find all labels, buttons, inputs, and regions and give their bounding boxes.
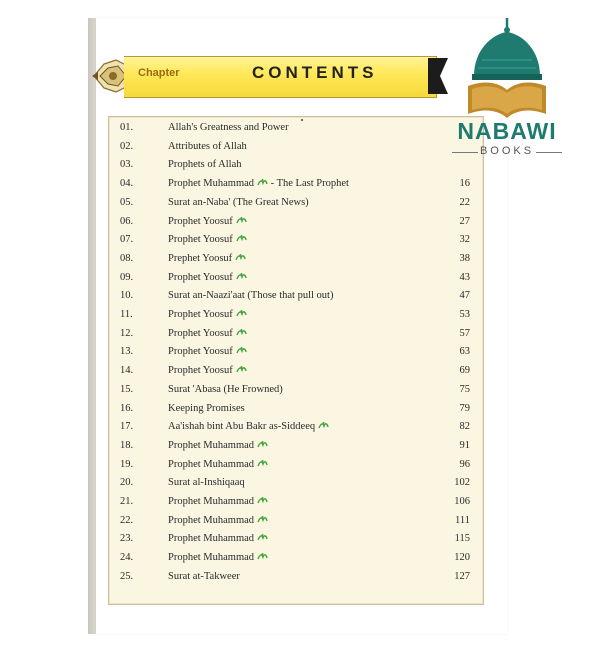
toc-title	[168, 365, 247, 376]
toc-number: 01.	[120, 122, 134, 133]
toc-title-text: Prophet Muhammad	[168, 178, 255, 190]
toc-row	[120, 459, 470, 477]
page-title: CONTENTS	[252, 63, 378, 82]
toc-title	[168, 346, 247, 357]
toc-row	[120, 552, 470, 570]
honorific-calligraphy-icon	[236, 346, 247, 355]
toc-page-number: 102	[454, 477, 470, 489]
toc-number: 25.	[120, 570, 134, 582]
toc-row	[120, 346, 470, 364]
toc-page-number: 32	[459, 234, 470, 246]
toc-row	[120, 122, 470, 140]
toc-title	[168, 178, 349, 189]
toc-number: 07.	[120, 234, 134, 246]
logo-wordmark: NABAWI	[457, 118, 557, 144]
toc-row	[120, 234, 470, 252]
toc-row	[120, 365, 470, 383]
toc-number: 14.	[120, 365, 134, 377]
honorific-calligraphy-icon	[257, 459, 268, 468]
toc-title	[168, 403, 245, 414]
honorific-calligraphy-icon	[236, 234, 247, 243]
toc-row	[120, 496, 470, 514]
toc-page-number: 53	[459, 309, 470, 320]
honorific-calligraphy-icon	[257, 496, 268, 505]
honorific-calligraphy-icon	[236, 216, 247, 225]
print-speck	[301, 119, 303, 121]
toc-title	[168, 515, 268, 526]
toc-page-number: 43	[459, 271, 470, 283]
toc-title	[168, 496, 268, 507]
toc-number: 18.	[120, 439, 134, 451]
toc-row	[120, 141, 470, 159]
toc-page-number: 22	[459, 196, 470, 208]
honorific-calligraphy-icon	[257, 515, 268, 524]
honorific-calligraphy-icon	[257, 440, 268, 449]
toc-page-number: 57	[459, 327, 470, 339]
honorific-calligraphy-icon	[257, 533, 268, 542]
toc-title	[168, 159, 242, 170]
honorific-calligraphy-icon	[318, 421, 329, 430]
toc-page-number: 127	[454, 570, 470, 582]
toc-title-text: Prophet Muhammad	[168, 552, 255, 564]
toc-title	[168, 328, 247, 339]
toc-title	[168, 477, 245, 488]
toc-title	[168, 122, 289, 133]
toc-number: 02.	[120, 140, 134, 152]
toc-title-text: Prophets of Allah	[168, 159, 242, 171]
toc-title-suffix: - The Last Prophet	[268, 178, 349, 190]
toc-number: 03.	[120, 159, 134, 171]
toc-title-text: Surat an-Naazi'aat (Those that pull out)	[168, 290, 334, 302]
toc-title-text: Attributes of Allah	[168, 140, 247, 152]
toc-page-number: 106	[454, 496, 470, 507]
toc-row	[120, 309, 470, 327]
toc-page-number: 16	[459, 178, 470, 190]
honorific-calligraphy-icon	[257, 178, 268, 187]
honorific-calligraphy-icon	[236, 365, 247, 374]
toc-title-text: Prophet Yoosuf	[168, 271, 233, 283]
toc-number: 24.	[120, 552, 134, 564]
toc-title	[168, 440, 268, 451]
toc-title-text: Surat al-Inshiqaaq	[168, 477, 245, 489]
toc-title-text: Prophet Yoosuf	[168, 365, 233, 377]
toc-title	[168, 197, 309, 208]
toc-row	[120, 571, 470, 589]
honorific-calligraphy-icon	[235, 253, 246, 262]
toc-title	[168, 571, 240, 582]
toc-page-number: 69	[459, 365, 470, 377]
toc-row	[120, 178, 470, 196]
toc-title	[168, 421, 329, 432]
toc-title	[168, 141, 247, 152]
toc-title-text: Prophet Muhammad	[168, 533, 255, 545]
toc-page-number: 115	[454, 533, 470, 545]
toc-page-number: 75	[459, 383, 470, 395]
toc-title	[168, 309, 247, 320]
toc-number: 22.	[120, 514, 134, 526]
honorific-calligraphy-icon	[236, 309, 247, 318]
toc-number: 06.	[120, 215, 134, 227]
toc-row	[120, 159, 470, 177]
toc-row	[120, 403, 470, 421]
toc-page-number: 82	[459, 421, 470, 433]
toc-number: 09.	[120, 271, 134, 283]
toc-row	[120, 253, 470, 271]
toc-number: 13.	[120, 346, 134, 358]
toc-title	[168, 384, 283, 395]
toc-number: 12.	[120, 327, 134, 339]
toc-title	[168, 552, 268, 563]
toc-page-number: 120	[454, 552, 470, 564]
toc-row	[120, 421, 470, 439]
toc-page-number: 27	[459, 215, 470, 227]
toc-page-number: 111	[455, 514, 470, 526]
toc-title	[168, 253, 246, 264]
toc-row	[120, 272, 470, 290]
toc-title-text: Aa'ishah bint Abu Bakr as-Siddeeq	[168, 421, 316, 433]
toc-page-number: 96	[459, 458, 470, 470]
toc-number: 19.	[120, 458, 134, 470]
toc-title-text: Surat an-Naba' (The Great News)	[168, 196, 309, 208]
toc-row	[120, 384, 470, 402]
logo-rule-right	[536, 152, 562, 153]
toc-title-text: Prophet Muhammad	[168, 496, 255, 507]
toc-page-number: 47	[459, 290, 470, 302]
toc-page-number: 38	[459, 252, 470, 264]
logo-subtitle: BOOKS	[479, 145, 535, 157]
toc-title-text: Prophet Yoosuf	[168, 346, 233, 358]
toc-page-number: 91	[459, 439, 470, 451]
toc-title	[168, 216, 247, 227]
toc-row	[120, 328, 470, 346]
toc-number: 23.	[120, 533, 134, 545]
toc-title-text: Prophet Yoosuf	[168, 215, 233, 227]
toc-number: 15.	[120, 383, 134, 395]
toc-title-text: Prophet Yoosuf	[168, 327, 233, 339]
honorific-calligraphy-icon	[236, 272, 247, 281]
honorific-calligraphy-icon	[236, 328, 247, 337]
toc-number: 16.	[120, 402, 134, 414]
toc-number: 04.	[120, 178, 134, 190]
toc-title-text: Prophet Yoosuf	[168, 234, 233, 246]
toc-title-text: Prophet Muhammad	[168, 458, 255, 470]
toc-row	[120, 290, 470, 308]
toc-number: 17.	[120, 421, 134, 433]
toc-number: 21.	[120, 496, 134, 507]
toc-title-text: Prophet Muhammad	[168, 514, 255, 526]
toc-row	[120, 515, 470, 533]
toc-row	[120, 477, 470, 495]
toc-row	[120, 216, 470, 234]
toc-row	[120, 533, 470, 551]
honorific-calligraphy-icon	[257, 552, 268, 561]
toc-title-text: Surat 'Abasa (He Frowned)	[168, 383, 283, 395]
toc-title	[168, 290, 333, 301]
toc-page-number: 79	[459, 402, 470, 414]
toc-row	[120, 197, 470, 215]
toc-title-text: Prophet Muhammad	[168, 439, 255, 451]
toc-title	[168, 533, 268, 544]
toc-page-number: 63	[459, 346, 470, 358]
toc-title-text: Prephet Yoosuf	[168, 252, 233, 264]
toc-title-text: Keeping Promises	[168, 402, 245, 414]
chapter-label: Chapter	[138, 67, 180, 79]
toc-title-text: Surat at-Takweer	[168, 570, 240, 582]
toc-title-text: Prophet Yoosuf	[168, 309, 233, 320]
toc-number: 11.	[120, 309, 133, 320]
toc-number: 08.	[120, 252, 134, 264]
toc-number: 10.	[120, 290, 134, 302]
toc-row	[120, 440, 470, 458]
toc-number: 20.	[120, 477, 134, 489]
toc-title-text: Allah's Greatness and Power	[168, 122, 289, 133]
toc-number: 05.	[120, 196, 134, 208]
toc-title	[168, 234, 247, 245]
toc-title	[168, 459, 268, 470]
toc-title	[168, 272, 247, 283]
